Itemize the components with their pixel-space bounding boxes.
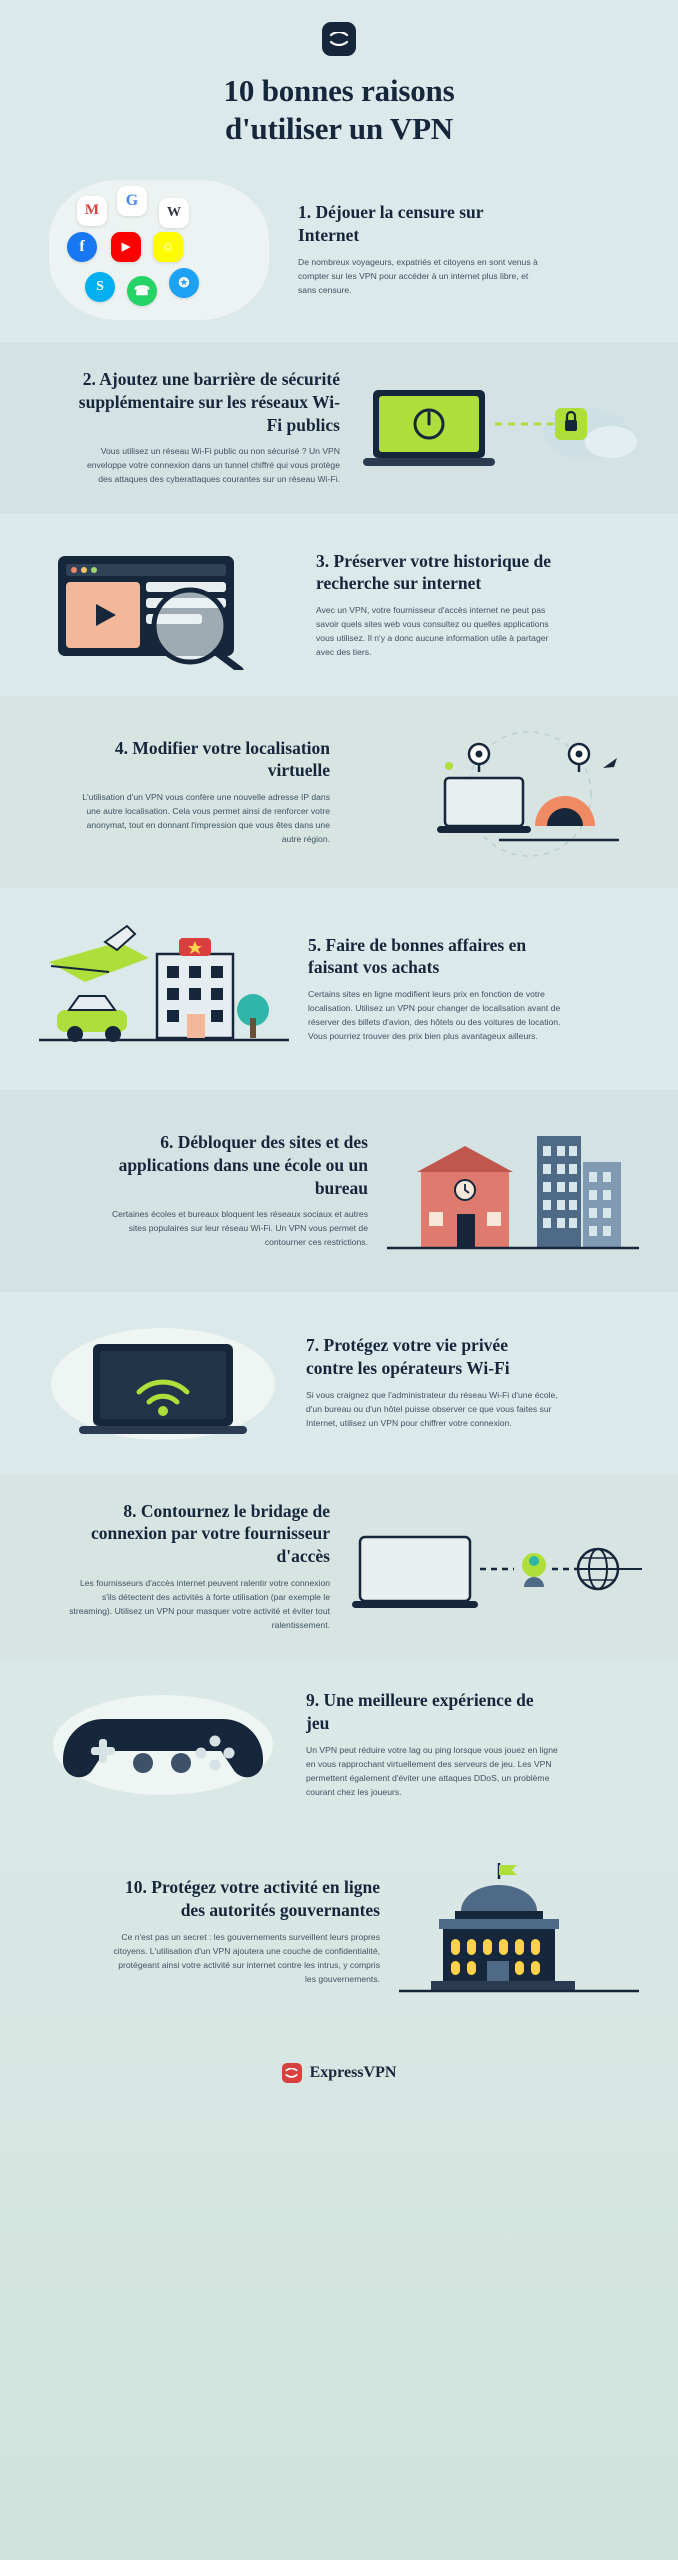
header	[0, 0, 678, 158]
reason-body-2: Vous utilisez un réseau Wi-Fi public ou non sécurisé ? Un VPN enveloppe votre connexion dans un tunnel chiffré qui vous protège des attaques des cyberattaques courantes sur un réseau Wi-Fi.	[86, 446, 340, 485]
reason-title-10: 10. Protégez votre activité en ligne des autorités gouvernantes	[125, 1877, 380, 1921]
reason-body-10: Ce n'est pas un secret : les gouvernements surveillent leurs propres citoyens. L'utilisation d'un VPN ajoutera une couche de confidentialité, protégeant ainsi votre activité sur internet contre les intrus, y compris les gouvernements.	[113, 1931, 380, 1984]
gmail-icon: M	[77, 196, 107, 226]
page-title	[40, 72, 638, 148]
social-icons-cluster	[34, 180, 284, 320]
reason-section-1	[0, 158, 678, 342]
reason-section-6	[0, 1090, 678, 1292]
reason-text-1	[298, 201, 538, 297]
reason-text-10	[108, 1876, 380, 1986]
reason-title-2: 2. Ajoutez une barrière de sécurité supplémentaire sur les réseaux Wi-Fi publics	[78, 369, 340, 435]
reason-section-9	[0, 1659, 678, 1831]
browser-magnifier-art	[34, 540, 302, 670]
reason-section-5	[0, 888, 678, 1090]
reason-title-1: 1. Déjouer la censure sur Internet	[298, 202, 484, 246]
reason-section-4	[0, 696, 678, 888]
reason-title-5: 5. Faire de bonnes affaires en faisant vos achats	[308, 934, 527, 978]
reason-section-3	[0, 514, 678, 696]
reason-title-9: 9. Une meilleure expérience de jeu	[306, 1690, 534, 1734]
footer	[0, 2037, 678, 2105]
brand-name: ExpressVPN	[309, 2063, 397, 2081]
reason-text-4	[68, 737, 330, 847]
page-title-line2: d'utiliser un VPN	[224, 110, 453, 146]
reason-text-8	[68, 1500, 330, 1633]
snapchat-icon: ☺	[153, 232, 183, 262]
laptop-wifi-art	[34, 1318, 292, 1448]
reason-body-3: Avec un VPN, votre fournisseur d'accès internet ne peut pas savoir quels sites web vous consultez ou quelles applications vous utilisez. Il n'y a donc aucune information utile à partager avec des tiers.	[316, 605, 549, 657]
reason-body-4: L'utilisation d'un VPN vous confère une nouvelle adresse IP dans une autre localisation. Cela vous permet ainsi de renforcer votre anonymat, tout en donnant l'impression que vous êtes dans une autre région.	[82, 792, 330, 844]
reason-text-3	[316, 550, 566, 660]
laptop-globe-link-art	[344, 1501, 644, 1631]
school-office-buildings-art	[382, 1116, 644, 1266]
reason-text-5	[308, 934, 562, 1044]
expressvpn-logo-icon	[322, 22, 356, 56]
reason-body-6: Certaines écoles et bureaux bloquent les réseaux sociaux et autres sites populaires sur leur réseau Wi-Fi. Un VPN vous permet de contourner ces restrictions.	[111, 1209, 368, 1248]
reason-text-9	[306, 1689, 558, 1799]
reason-body-9: Un VPN peut réduire votre lag ou ping lorsque vous jouez en ligne en vous rapprochant virtuellement des serveurs de jeu. Les VPN permettent également d'éviter une attaques DDoS, un problème courant chez les joueurs.	[306, 1744, 558, 1797]
reason-text-6	[110, 1131, 368, 1250]
reason-section-2	[0, 342, 678, 514]
reason-body-1: De nombreux voyageurs, expatriés et citoyens en sont venus à compter sur les VPN pour accéder à un internet plus libre, et sans censure.	[298, 256, 538, 295]
whatsapp-icon: ☎	[127, 276, 157, 306]
map-pins-laptop-art	[344, 722, 644, 862]
reason-section-7	[0, 1292, 678, 1474]
skype-icon: S	[85, 272, 115, 302]
reason-body-7: Si vous craignez que l'administrateur du réseau Wi-Fi d'une école, d'un bureau ou d'un hôtel puisse observer ce que vous faites sur Internet, utilisez un VPN pour chiffrer votre connexion.	[306, 1389, 558, 1428]
plane-hotel-car-art	[34, 914, 294, 1064]
google-icon: G	[117, 186, 147, 216]
reason-title-4: 4. Modifier votre localisation virtuelle	[114, 737, 330, 781]
government-building-art	[394, 1857, 644, 2007]
twitter-icon: ✪	[169, 268, 199, 298]
laptop-power-lock-art	[354, 368, 644, 488]
reason-title-7: 7. Protégez votre vie privée contre les opérateurs Wi-Fi	[306, 1335, 510, 1379]
facebook-icon: f	[67, 232, 97, 262]
reason-section-8	[0, 1474, 678, 1659]
reason-text-2	[72, 368, 340, 487]
wikipedia-icon: W	[159, 198, 189, 228]
youtube-icon: ▶	[111, 232, 141, 262]
reason-title-3: 3. Préserver votre historique de recherche sur internet	[316, 550, 552, 594]
reason-text-7	[306, 1334, 558, 1430]
reason-body-8: Les fournisseurs d'accès internet peuvent ralentir votre connexion s'ils détectent des activités à forte utilisation (par exemple le streaming). Utilisez un VPN pour masquer votre activité et éviter tout ralentissement.	[69, 1577, 330, 1630]
expressvpn-footer-logo-icon	[282, 2063, 302, 2083]
reason-title-6: 6. Débloquer des sites et des applications dans une école ou un bureau	[118, 1132, 368, 1198]
reason-body-5: Certains sites en ligne modifient leurs prix en fonction de votre localisation. Utilisez un VPN pour changer de localisation avant de réserver des billets d'avion, des hôtels ou des voitures de location. Vous pourriez trouver des prix bien plus avantageux ailleurs.	[308, 989, 561, 1041]
page-title-line1: 10 bonnes raisons	[223, 73, 455, 108]
game-controller-art	[34, 1685, 292, 1805]
reason-section-10	[0, 1831, 678, 2037]
reason-title-8: 8. Contournez le bridage de connexion par votre fournisseur d'accès	[90, 1500, 330, 1567]
